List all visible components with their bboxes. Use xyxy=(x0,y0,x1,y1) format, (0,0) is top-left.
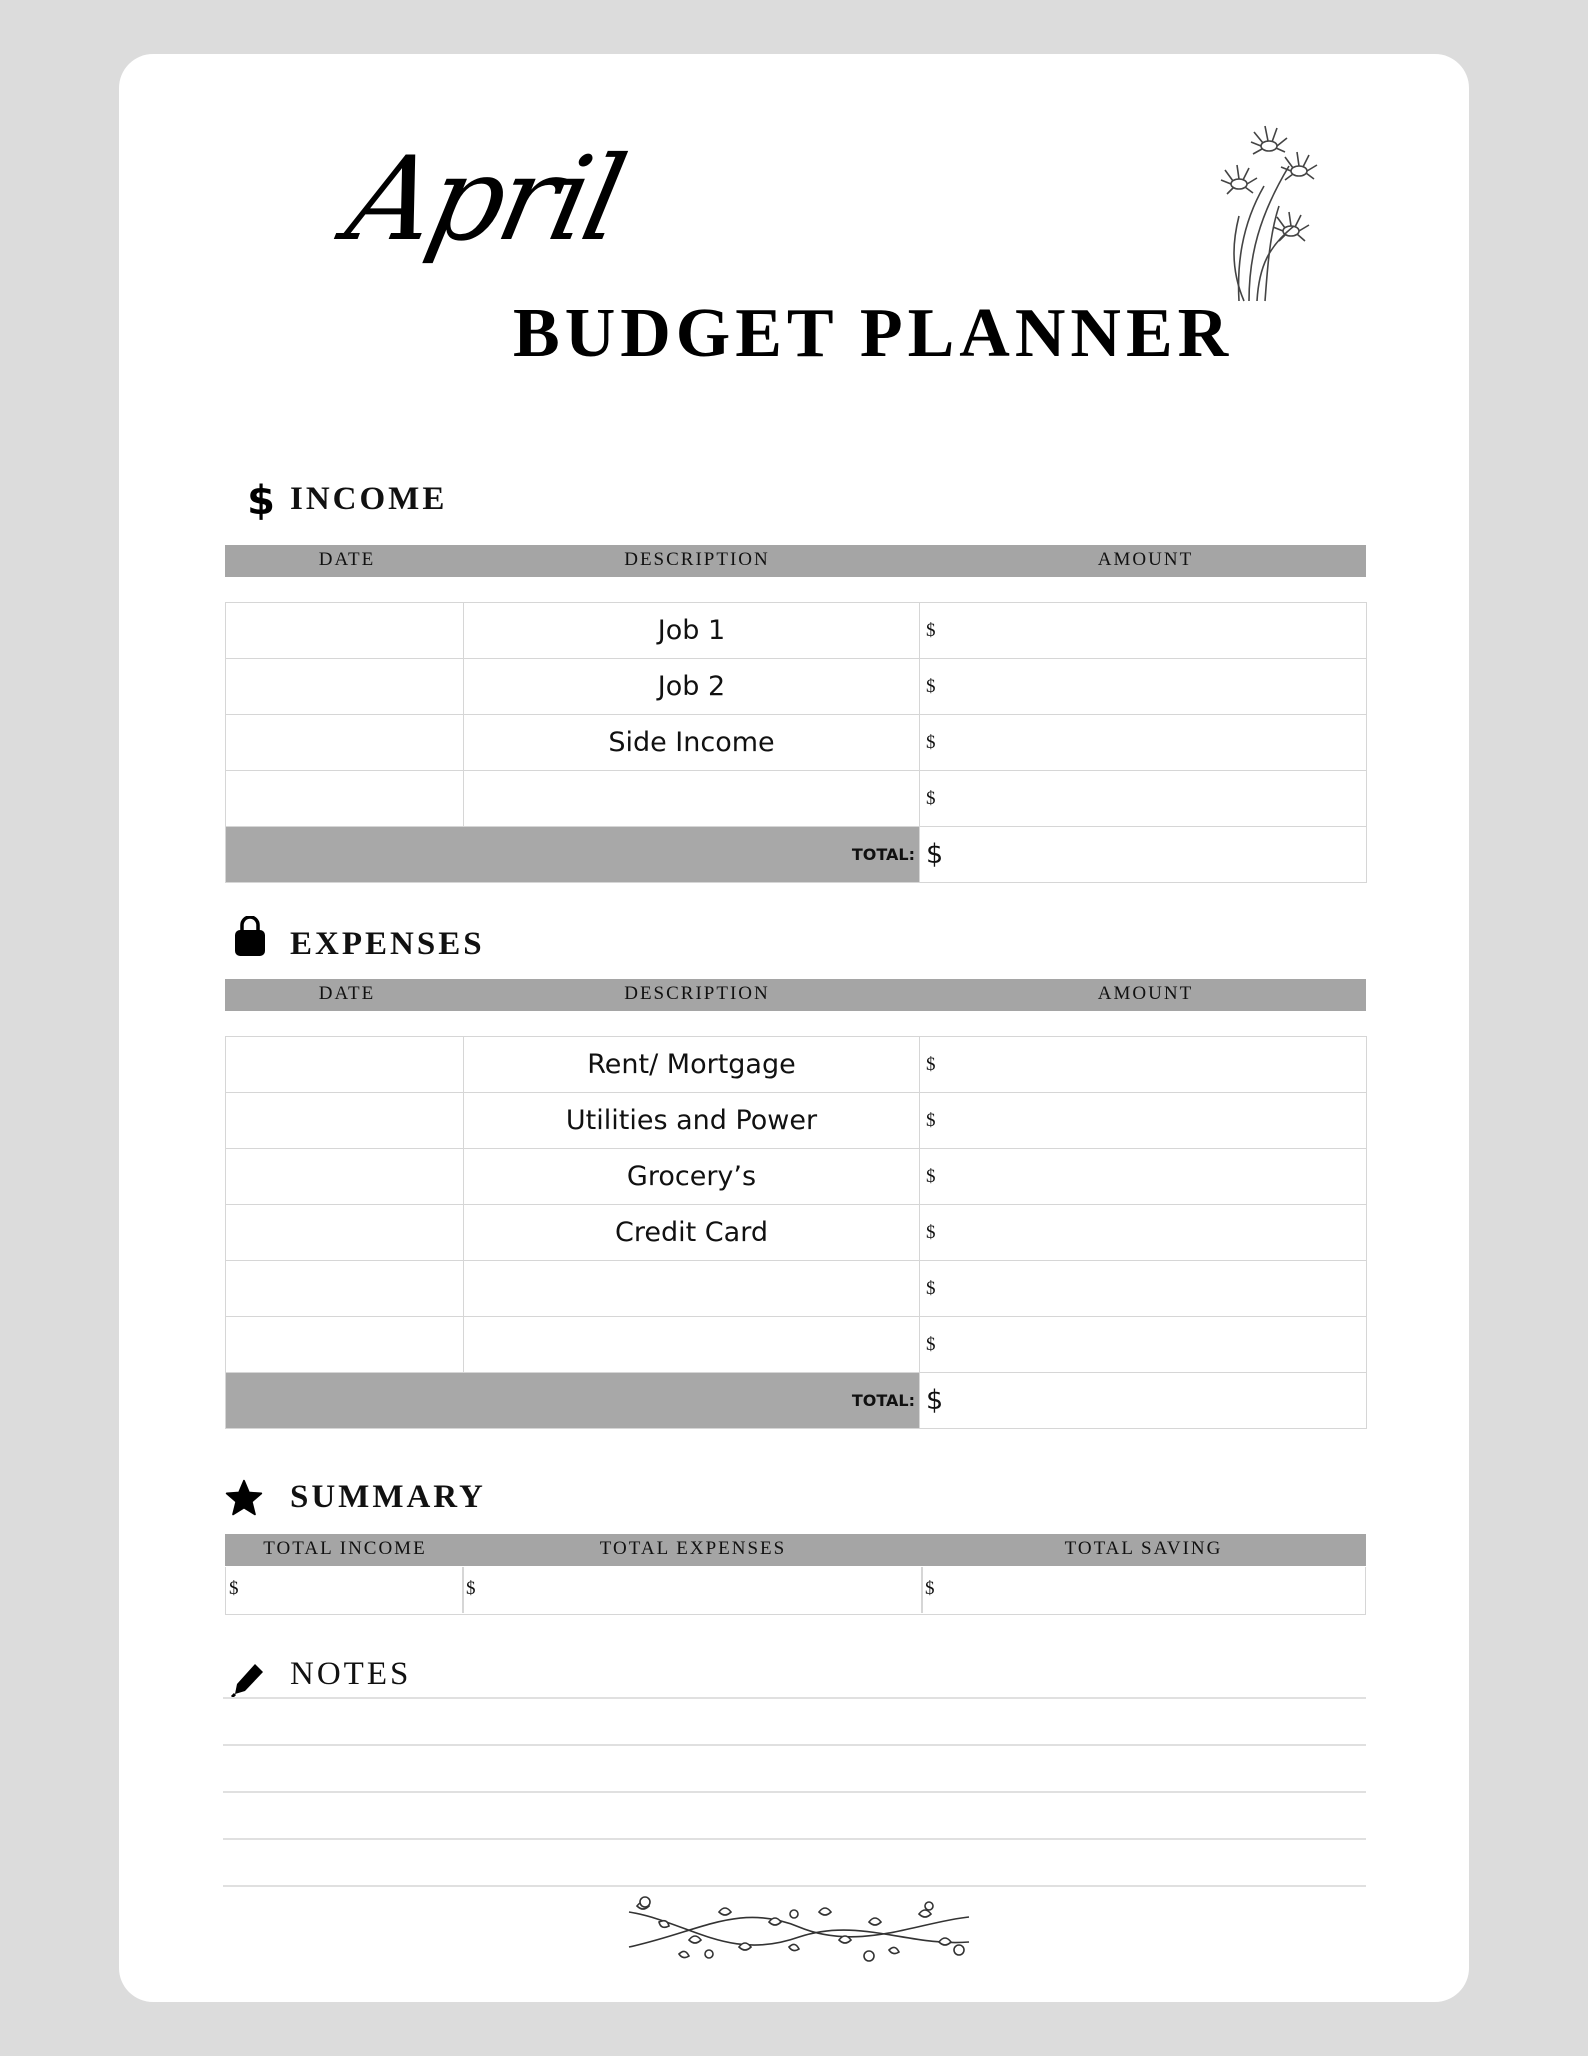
table-row xyxy=(226,1261,1367,1317)
table-row xyxy=(226,1037,1367,1093)
income-heading: INCOME xyxy=(290,481,448,517)
total-row xyxy=(226,827,1367,883)
expenses-heading: EXPENSES xyxy=(290,926,485,962)
description-cell[interactable]: Job 1 xyxy=(464,603,920,659)
date-cell[interactable] xyxy=(226,715,464,771)
notes-heading: NOTES xyxy=(290,1656,412,1692)
column-date: DATE xyxy=(318,549,376,570)
total-income-value[interactable]: $ xyxy=(229,1578,239,1599)
column-description: DESCRIPTION xyxy=(624,549,770,570)
flower-icon xyxy=(1209,116,1319,306)
amount-cell[interactable]: $ xyxy=(920,1149,1367,1205)
expenses-column-header xyxy=(225,979,1366,1011)
description-cell[interactable] xyxy=(464,771,920,827)
date-cell[interactable] xyxy=(226,1037,464,1093)
table-row xyxy=(226,771,1367,827)
table-row xyxy=(226,1317,1367,1373)
notes-line[interactable] xyxy=(223,1838,1366,1840)
amount-cell[interactable]: $ xyxy=(920,659,1367,715)
amount-cell[interactable]: $ xyxy=(920,1205,1367,1261)
summary-values-row xyxy=(225,1567,1366,1615)
income-table xyxy=(225,602,1367,883)
description-cell[interactable]: Credit Card xyxy=(464,1205,920,1261)
description-cell[interactable]: Utilities and Power xyxy=(464,1093,920,1149)
description-cell[interactable] xyxy=(464,1261,920,1317)
column-amount: AMOUNT xyxy=(1097,983,1194,1004)
svg-text:$: $ xyxy=(247,478,275,520)
amount-cell[interactable]: $ xyxy=(920,1317,1367,1373)
notes-line[interactable] xyxy=(223,1791,1366,1793)
summary-heading: SUMMARY xyxy=(290,1479,486,1515)
description-cell[interactable]: Rent/ Mortgage xyxy=(464,1037,920,1093)
amount-cell[interactable]: $ xyxy=(920,603,1367,659)
description-cell[interactable]: Side Income xyxy=(464,715,920,771)
table-row xyxy=(226,1093,1367,1149)
column-amount: AMOUNT xyxy=(1097,549,1194,570)
amount-cell[interactable]: $ xyxy=(920,1037,1367,1093)
date-cell[interactable] xyxy=(226,1261,464,1317)
shopping-bag-icon xyxy=(230,916,270,960)
total-expenses-value[interactable]: $ xyxy=(466,1578,476,1599)
description-cell[interactable] xyxy=(464,1317,920,1373)
date-cell[interactable] xyxy=(226,1093,464,1149)
date-cell[interactable] xyxy=(226,1149,464,1205)
table-row xyxy=(226,659,1367,715)
table-row xyxy=(226,603,1367,659)
total-label: TOTAL: xyxy=(226,827,920,883)
page-title: BUDGET PLANNER xyxy=(513,295,1234,372)
column-description: DESCRIPTION xyxy=(624,983,770,1004)
floral-vine-icon xyxy=(619,1892,979,1972)
summary-column-header xyxy=(225,1534,1366,1566)
total-row xyxy=(226,1373,1367,1429)
date-cell[interactable] xyxy=(226,659,464,715)
planner-page xyxy=(119,54,1469,2002)
notes-line[interactable] xyxy=(223,1744,1366,1746)
amount-cell[interactable]: $ xyxy=(920,1093,1367,1149)
date-cell[interactable] xyxy=(226,771,464,827)
date-cell[interactable] xyxy=(226,1205,464,1261)
dollar-icon xyxy=(241,476,281,520)
expenses-total-amount[interactable]: $ xyxy=(920,1373,1367,1429)
table-row xyxy=(226,715,1367,771)
amount-cell[interactable]: $ xyxy=(920,715,1367,771)
income-total-amount[interactable]: $ xyxy=(920,827,1367,883)
table-row xyxy=(226,1149,1367,1205)
amount-cell[interactable]: $ xyxy=(920,1261,1367,1317)
star-icon xyxy=(224,1476,264,1520)
column-total-income: TOTAL INCOME xyxy=(263,1538,427,1559)
amount-cell[interactable]: $ xyxy=(920,771,1367,827)
column-date: DATE xyxy=(318,983,376,1004)
column-total-expenses: TOTAL EXPENSES xyxy=(599,1538,787,1559)
pencil-icon xyxy=(227,1656,267,1700)
column-total-saving: TOTAL SAVING xyxy=(1064,1538,1223,1559)
notes-line[interactable] xyxy=(223,1885,1366,1887)
description-cell[interactable]: Grocery’s xyxy=(464,1149,920,1205)
description-cell[interactable]: Job 2 xyxy=(464,659,920,715)
expenses-table xyxy=(225,1036,1367,1429)
total-saving-value[interactable]: $ xyxy=(925,1578,935,1599)
date-cell[interactable] xyxy=(226,1317,464,1373)
total-label: TOTAL: xyxy=(226,1373,920,1429)
date-cell[interactable] xyxy=(226,603,464,659)
income-column-header xyxy=(225,545,1366,577)
table-row xyxy=(226,1205,1367,1261)
notes-line[interactable] xyxy=(223,1697,1366,1699)
month-title: April xyxy=(336,132,634,267)
